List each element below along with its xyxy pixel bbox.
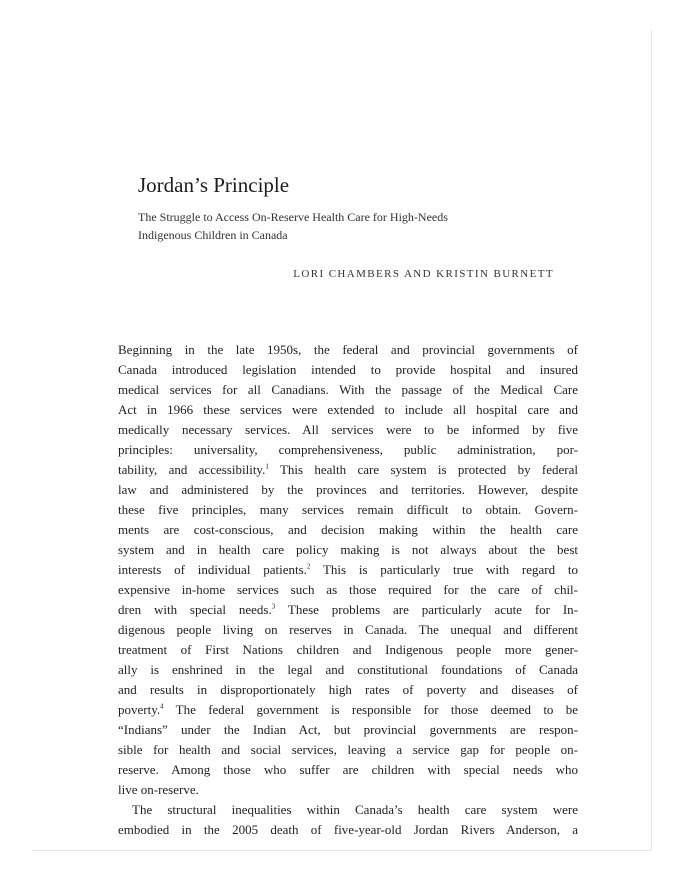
body-line xyxy=(118,700,578,720)
article-title: Jordan’s Principle xyxy=(138,173,290,197)
article-subtitle xyxy=(138,208,558,244)
body-line-text: dren with special needs. xyxy=(118,602,272,617)
article-authors: LORI CHAMBERS AND KRISTIN BURNETT xyxy=(293,268,554,280)
body-line xyxy=(118,340,578,360)
body-line-text-cont: This is particularly true with regard to xyxy=(310,562,578,577)
footnote-marker: 1 xyxy=(265,462,269,471)
body-line xyxy=(118,360,578,380)
body-line xyxy=(118,740,578,760)
body-line-text: Canada introduced legislation intended to provide hospital and insured xyxy=(118,362,578,377)
body-line-text: reserve. Among those who suffer are children with special needs who xyxy=(118,762,578,777)
body-line xyxy=(118,460,578,480)
body-line-text-cont: These problems are particularly acute for In- xyxy=(275,602,578,617)
body-line-text: The structural inequalities within Canada’s health care system were xyxy=(132,802,578,817)
body-line xyxy=(118,560,578,580)
body-line-text: expensive in-home services such as those required for the care of chil- xyxy=(118,582,578,597)
body-text xyxy=(118,340,578,840)
body-line-text: embodied in the 2005 death of five-year-old Jordan Rivers Anderson, a xyxy=(118,822,578,837)
body-line-text: Beginning in the late 1950s, the federal and provincial governments of xyxy=(118,342,578,357)
body-line xyxy=(118,600,578,620)
body-line-text: Act in 1966 these services were extended to include all hospital care and xyxy=(118,402,578,417)
body-line xyxy=(118,800,578,820)
body-line xyxy=(118,400,578,420)
body-line xyxy=(118,680,578,700)
document-page xyxy=(32,30,652,851)
body-line-text-cont: The federal government is responsible for those deemed to be xyxy=(163,702,578,717)
body-line xyxy=(118,440,578,460)
body-line-text: tability, and accessibility. xyxy=(118,462,266,477)
body-line xyxy=(118,760,578,780)
body-line-text: principles: universality, comprehensiveness, public administration, por- xyxy=(118,442,578,457)
body-line xyxy=(118,820,578,840)
body-line-text: interests of individual patients. xyxy=(118,562,307,577)
body-line-text: and results in disproportionately high rates of poverty and diseases of xyxy=(118,682,578,697)
footnote-marker: 3 xyxy=(271,602,276,611)
body-line-text: poverty. xyxy=(118,702,161,717)
body-line-text: ally is enshrined in the legal and constitutional foundations of Canada xyxy=(118,662,578,677)
footnote-marker: 2 xyxy=(306,562,311,571)
body-line-text: treatment of First Nations children and Indigenous people more gener- xyxy=(118,642,578,657)
subtitle-line: The Struggle to Access On-Reserve Health Care for High-Needs xyxy=(138,210,448,224)
body-line xyxy=(118,500,578,520)
body-line xyxy=(118,420,578,440)
body-line xyxy=(118,540,578,560)
body-line xyxy=(118,620,578,640)
body-line xyxy=(118,580,578,600)
body-line-text: medically necessary services. All services were to be informed by five xyxy=(118,422,578,437)
body-line-text: “Indians” under the Indian Act, but provincial governments are respon- xyxy=(118,722,578,737)
body-line xyxy=(118,660,578,680)
body-line-text: digenous people living on reserves in Canada. The unequal and different xyxy=(118,622,578,637)
body-line-text: medical services for all Canadians. With the passage of the Medical Care xyxy=(118,382,578,397)
body-line xyxy=(118,720,578,740)
body-line-text: law and administered by the provinces and territories. However, despite xyxy=(118,482,578,497)
body-line-text: live on-reserve. xyxy=(118,782,199,797)
subtitle-line: Indigenous Children in Canada xyxy=(138,228,288,242)
body-line-text-cont: This health care system is protected by federal xyxy=(268,462,578,477)
body-line-text: these five principles, many services remain difficult to obtain. Govern- xyxy=(118,502,578,517)
body-line xyxy=(118,520,578,540)
body-line xyxy=(118,780,578,800)
body-line xyxy=(118,380,578,400)
body-line-text: sible for health and social services, leaving a service gap for people on- xyxy=(118,742,578,757)
body-line xyxy=(118,640,578,660)
body-line-text: system and in health care policy making is not always about the best xyxy=(118,542,578,557)
body-line-text: ments are cost-conscious, and decision making within the health care xyxy=(118,522,578,537)
footnote-marker: 4 xyxy=(160,702,164,711)
body-line xyxy=(118,480,578,500)
